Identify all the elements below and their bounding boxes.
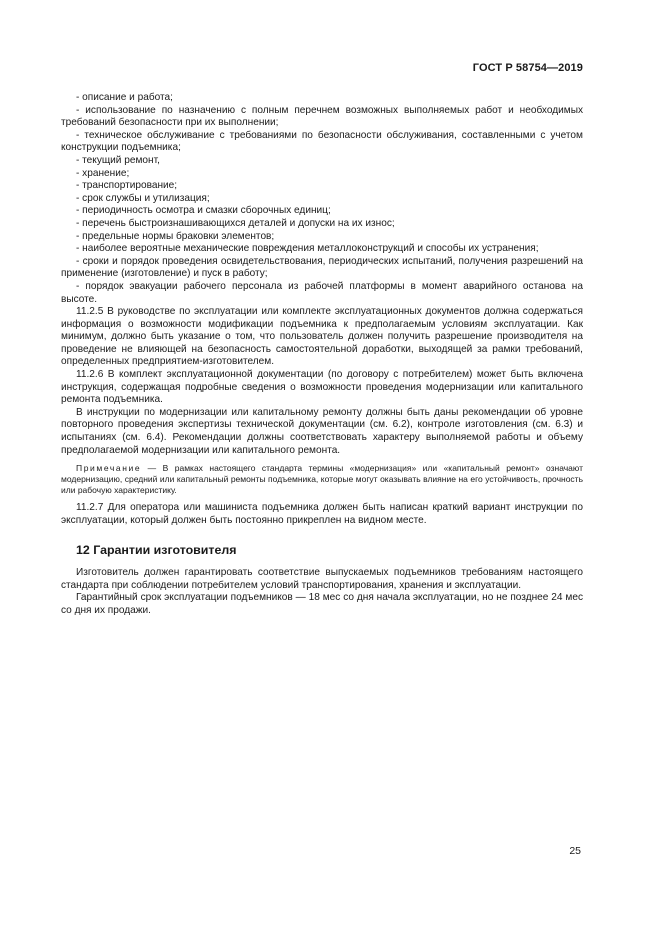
list-item: - сроки и порядок проведения освидетельствования, периодических испытаний, получения разрешений на применение (изготовление) и пуск в работу; xyxy=(61,255,583,280)
list-item: - срок службы и утилизация; xyxy=(76,192,210,204)
list-item: - перечень быстроизнашивающихся деталей и допуски на их износ; xyxy=(76,217,395,229)
list-item: - наиболее вероятные механические повреждения металлоконструкций и способы их устранения; xyxy=(76,243,539,255)
list-item: - периодичность осмотра и смазки сборочных единиц; xyxy=(76,205,331,217)
list-item: - описание и работа; xyxy=(76,92,173,103)
page-content xyxy=(61,92,583,617)
page-number: 25 xyxy=(569,845,581,857)
note xyxy=(61,463,583,496)
list-item: - транспортирование; xyxy=(76,180,178,192)
list-item: - использование по назначению с полным перечнем возможных выполняемых работ и необходимых требований безопасности при их выполнении; xyxy=(61,104,583,129)
section-12-paragraph-1: Изготовитель должен гарантировать соответствие выпускаемых подъемников требованиям настоящего стандарта при соблюдении потребителем условий транспортирования, хранения и эксплуатации. xyxy=(61,567,583,591)
list-item: - текущий ремонт, xyxy=(76,154,160,166)
list-item: - техническое обслуживание с требованиями по безопасности обслуживания, составленными с учетом конструкции подъемника; xyxy=(61,129,583,154)
note-label: Примечание xyxy=(76,463,142,474)
paragraph-11-2-6: 11.2.6 В комплект эксплуатационной документации (по договору с потребителем) может быть включена инструкция, содержащая подробные сведения о возможности проведения модернизации или капитального ремонта подъемника. xyxy=(61,369,583,406)
paragraph-11-2-5: 11.2.5 В руководстве по эксплуатации или комплекте эксплуатационных документов должна содержаться информация о возможности модификации подъемника к предполагаемым условиям эксплуатации. Как минимум, должно быть указание о том, что пользователь должен получить разрешение производителя на проведение не влияющей на безопасность самостоятельной доработки, выходящей за рамки требований, определенных предприятием-изготовителем. xyxy=(61,306,583,368)
list-item: - предельные нормы браковки элементов; xyxy=(76,230,275,242)
paragraph-11-2-7: 11.2.7 Для оператора или машиниста подъемника должен быть написан краткий вариант инструкции по эксплуатации, который должен быть постоянно прикреплен на видном месте. xyxy=(61,502,583,526)
paragraph-modernization: В инструкции по модернизации или капитальному ремонту должны быть даны рекомендации об уровне повторного проведения экспертизы технической документации (см. 6.2), контроле изготовления (см. 6.3) и испытаниях (см. 6.4). Рекомендации должны соответствовать характеру выполняемой работы и объему предполагаемой модернизации или капитального ремонта. xyxy=(61,406,583,456)
section-12-paragraph-2: Гарантийный срок эксплуатации подъемников — 18 мес со дня начала эксплуатации, но не позднее 24 мес со дня их продажи. xyxy=(61,592,583,616)
note-text: — В рамках настоящего стандарта термины «модернизация» или «капитальный ремонт» означают модернизацию, средний или капитальный ремонты подъемника, которые могут оказывать влияние на его устойчивость, прочность или рабочую характеристику. xyxy=(61,463,583,496)
requirements-list xyxy=(61,92,583,306)
standard-designation: ГОСТ Р 58754—2019 xyxy=(472,62,583,74)
list-item: - хранение; xyxy=(76,167,130,179)
list-item: - порядок эвакуации рабочего персонала из рабочей платформы в момент аварийного останова на высоте. xyxy=(61,280,583,305)
section-heading: 12 Гарантии изготовителя xyxy=(76,543,237,558)
